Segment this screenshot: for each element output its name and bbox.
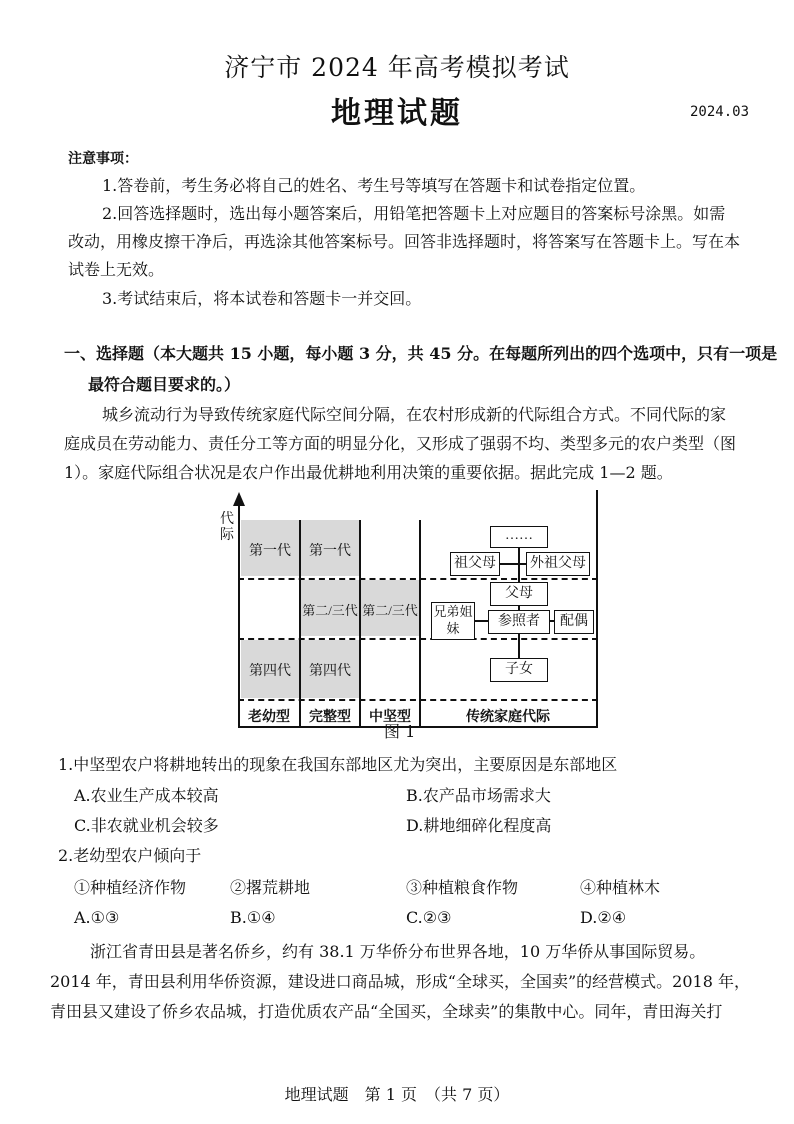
notice-item-2-line-2: 改动，用橡皮擦干净后，再选涂其他答案标号。回答非选择题时，将答案写在答题卡上。写在本 (68, 232, 741, 251)
box-children: 子女 (490, 658, 548, 682)
label-col2-gen4: 第四代 (309, 664, 351, 679)
q2-option-d: D.②④ (580, 908, 627, 927)
y-axis-label: 代际 (220, 512, 234, 543)
label-col2-gen23: 第二/三代 (302, 603, 358, 618)
label-col3-gen23: 第二/三代 (362, 603, 418, 618)
box-grandparents: 祖父母 (450, 552, 500, 576)
right-border (596, 490, 598, 728)
subject-title: 地理试题 (331, 96, 463, 131)
row-divider-3 (238, 699, 598, 701)
q2-option-b: B.①④ (230, 908, 276, 927)
y-axis-line (238, 502, 240, 728)
q2-option-a: A.①③ (74, 908, 120, 927)
notice-item-3: 3.考试结束后，将本试卷和答题卡一并交回。 (102, 289, 422, 308)
box-reference-person: 参照者 (488, 610, 550, 634)
q1-option-d: D.耕地细碎化程度高 (406, 816, 552, 835)
box-spouse: 配偶 (554, 610, 594, 634)
box-parents: 父母 (490, 582, 548, 606)
notice-item-2-line-3: 试卷上无效。 (68, 260, 165, 279)
q2-choice-1: ①种植经济作物 (74, 878, 187, 897)
q1-option-c: C.非农就业机会较多 (74, 816, 219, 835)
q2-choice-2: ②撂荒耕地 (230, 878, 311, 897)
label-col1-gen1: 第一代 (249, 544, 291, 559)
col-divider-2 (359, 520, 361, 728)
col-divider-3 (419, 520, 421, 728)
q2-option-c: C.②③ (406, 908, 452, 927)
notice-heading: 注意事项： (68, 151, 138, 167)
row-divider-2 (238, 638, 598, 640)
baseline (238, 726, 598, 728)
passage2-line-2: 2014 年，青田县利用华侨资源，建设进口商品城，形成“全球买，全国卖”的经营模式。2018 年， (50, 972, 750, 991)
q2-choice-3: ③种植粮食作物 (406, 878, 519, 897)
section-heading-line-1: 一、选择题（本大题共 15 小题，每小题 3 分，共 45 分。在每题所列出的四个选项中，只有一项是 (64, 344, 778, 363)
passage2-line-1: 浙江省青田县是著名侨乡，约有 38.1 万华侨分布世界各地，10 万华侨从事国际贸易。 (90, 942, 706, 961)
connector-to-children (518, 631, 520, 658)
passage1-line-1: 城乡流动行为导致传统家庭代际空间分隔，在农村形成新的代际组合方式。不同代际的家 (102, 405, 727, 424)
label-col1-gen4: 第四代 (249, 664, 291, 679)
notice-item-2-line-1: 2.回答选择题时，选出每小题答案后，用铅笔把答题卡上对应题目的答案标号涂黑。如需 (102, 204, 726, 223)
section-heading-line-2: 最符合题目要求的。） (88, 375, 241, 394)
row-divider-1 (238, 578, 598, 580)
passage2-line-3: 青田县又建设了侨乡农品城，打造优质农产品“全国买，全球卖”的集散中心。同年，青田海关打 (50, 1002, 723, 1021)
q2-stem: 2.老幼型农户倾向于 (58, 846, 202, 865)
notice-item-1: 1.答卷前，考生务必将自己的姓名、考生号等填写在答题卡和试卷指定位置。 (102, 176, 646, 195)
category-traditional: 传统家庭代际 (466, 710, 550, 725)
label-col2-gen1: 第一代 (309, 544, 351, 559)
q1-option-b: B.农产品市场需求大 (406, 786, 551, 805)
exam-title: 济宁市 2024 年高考模拟考试 (224, 53, 570, 82)
figure-1 (220, 490, 608, 742)
category-backbone: 中坚型 (369, 710, 411, 725)
q1-option-a: A.农业生产成本较高 (74, 786, 219, 805)
q2-choice-4: ④种植林木 (580, 878, 661, 897)
figure-caption: 图 1 (384, 722, 416, 741)
page-footer: 地理试题 第 1 页 （共 7 页） (284, 1085, 510, 1104)
exam-date: 2024.03 (690, 104, 750, 120)
passage1-line-2: 庭成员在劳动能力、责任分工等方面的明显分化，又形成了强弱不均、类型多元的农户类型（图 (64, 434, 737, 453)
category-complete: 完整型 (309, 710, 351, 725)
passage1-line-3: 1）。家庭代际组合状况是农户作出最优耕地利用决策的重要依据。据此完成 1—2 题。 (64, 463, 673, 482)
box-siblings: 兄弟姐妹 (431, 602, 475, 640)
q1-stem: 1.中坚型农户将耕地转出的现象在我国东部地区尤为突出，主要原因是东部地区 (58, 755, 618, 774)
category-old-young: 老幼型 (248, 710, 290, 725)
box-ancestors-dots: …… (490, 526, 548, 548)
box-maternal-grandparents: 外祖父母 (526, 552, 590, 576)
